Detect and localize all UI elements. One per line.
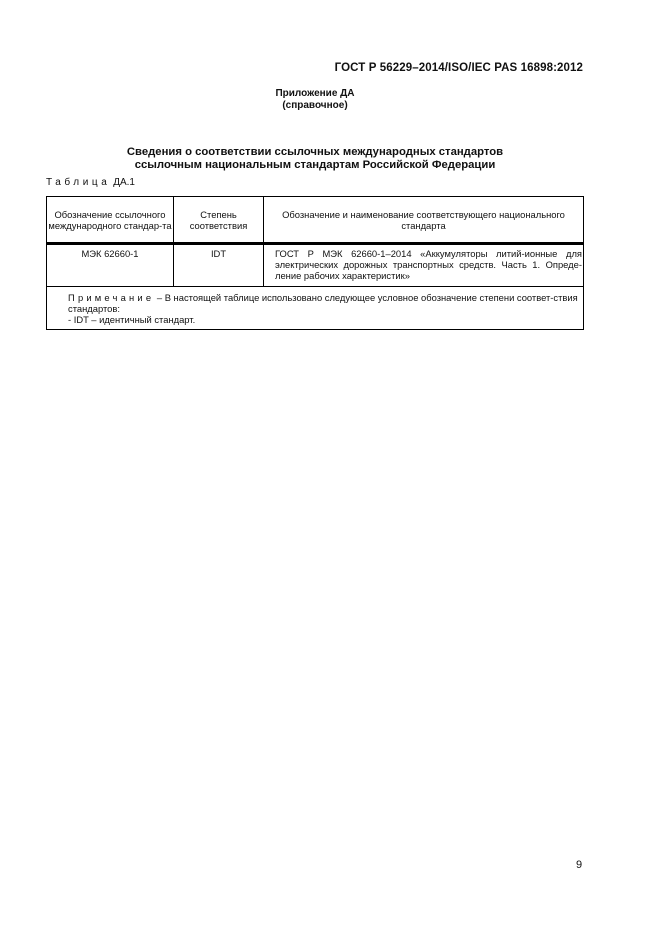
note-label: Примечание: [68, 292, 155, 303]
cell-degree: IDT: [174, 244, 264, 287]
appendix-subtitle: (справочное): [282, 100, 348, 111]
table-header-row: [47, 197, 584, 244]
section-title-line-1: Сведения о соответствии ссылочных международных стандартов: [126, 146, 504, 158]
appendix-heading: [0, 88, 630, 112]
table-caption-word: Таблица: [46, 177, 111, 188]
table-row: [47, 244, 584, 287]
section-title-line-2: ссылочным национальным стандартам Российской Федерации: [134, 158, 496, 171]
column-header-degree: Степень соответствия: [174, 197, 264, 244]
section-title: [0, 146, 630, 171]
cell-national-standard: [264, 244, 584, 287]
document-code: ГОСТ Р 56229–2014/ISO/IEC PAS 16898:2012: [334, 62, 583, 74]
note-item: - IDT – идентичный стандарт.: [68, 314, 196, 325]
national-standard-text: ГОСТ Р МЭК 62660-1–2014 «Аккумуляторы литий-ионные для электрических дорожных транспортных средств. Часть 1. Опреде-ление рабочих характеристик»: [275, 248, 582, 281]
note-text: – В настоящей таблице использовано следующее условное обозначение степени соответ-ствия стандартов:: [68, 292, 578, 314]
standards-correspondence-table: [46, 196, 584, 330]
table-caption-number: ДА.1: [113, 177, 135, 188]
note-paragraph: [48, 292, 581, 314]
table-note: [47, 287, 584, 330]
appendix-title: Приложение ДА: [275, 88, 355, 99]
column-header-international-standard: Обозначение ссылочного международного стандар-та: [47, 197, 174, 244]
page-number: 9: [576, 859, 583, 871]
table-caption: [46, 177, 135, 188]
table-note-row: [47, 287, 584, 330]
cell-international-standard: МЭК 62660-1: [47, 244, 174, 287]
column-header-national-standard: Обозначение и наименование соответствующего национального стандарта: [264, 197, 584, 244]
